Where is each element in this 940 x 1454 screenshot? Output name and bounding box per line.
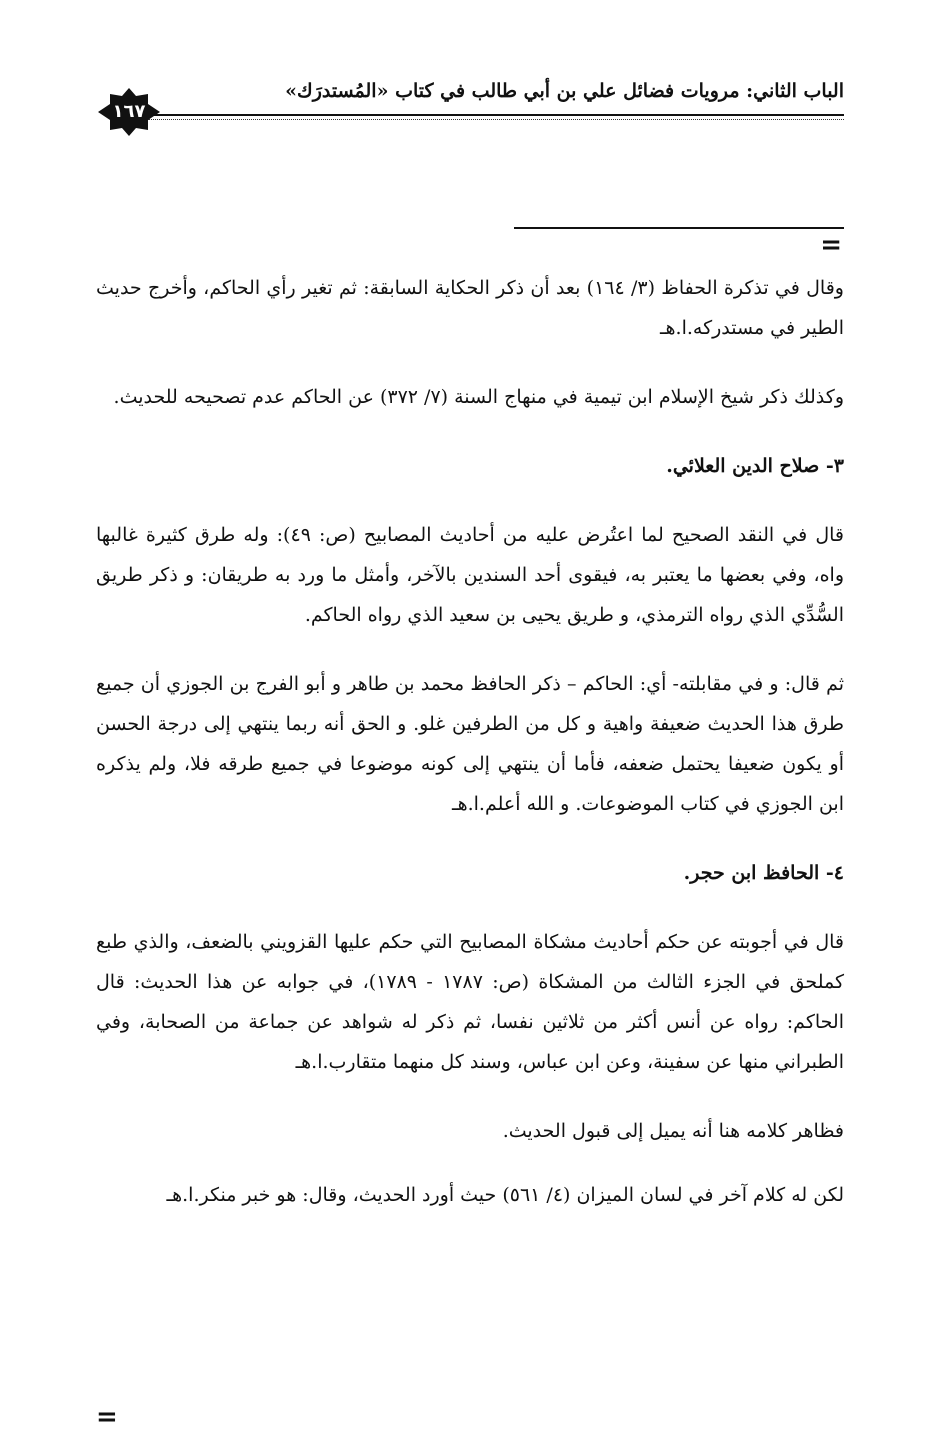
section-heading-ibn-hajar: ٤- الحافظ ابن حجر. xyxy=(683,862,844,884)
paragraph-minhaj: وكذلك ذكر شيخ الإسلام ابن تيمية في منهاج السنة (٧/ ٣٧٢) عن الحاكم عدم تصحيحه للحديث. xyxy=(113,386,844,408)
header-rule xyxy=(148,114,844,116)
paragraph-lisan: لكن له كلام آخر في لسان الميزان (٤/ ٥٦١) حيث أورد الحديث، وقال: هو خبر منكر.ا.هـ xyxy=(166,1184,844,1206)
paragraph-muqabala: ثم قال: و في مقابلته- أي: الحاكم – ذكر الحافظ محمد بن طاهر و أبو الفرج بن الجوزي أن جميع طرق هذا الحديث ضعيفة واهية و كل من الطرفين غلو. و الحق أنه ربما ينتهي إلى درجة الحسن أو يكون ضعيفا يحتمل ضعفه، فأما أن ينتهي إلى كونه موضوعا في جميع طرقه فلا، ولم يذكره ابن الجوزي في كتاب الموضوعات. و الله أعلم.ا.هـ xyxy=(96,673,844,815)
continuation-marker-top: = xyxy=(820,230,842,260)
header-dotted-rule xyxy=(148,119,844,120)
footnote-separator xyxy=(514,227,844,229)
body-text xyxy=(96,268,844,1244)
page-header xyxy=(96,78,844,138)
continuation-marker-bottom: = xyxy=(96,1402,118,1432)
paragraph-ajwiba: قال في أجوبته عن حكم أحاديث مشكاة المصابيح التي حكم عليها القزويني بالضعف، والذي طبع كملحق في الجزء الثالث من المشكاة (ص: ١٧٨٧ - ١٧٨٩)، في جوابه عن هذا الحديث: قال الحاكم: رواه عن أنس أكثر من ثلاثين نفسا، ثم ذكر له شواهد عن جماعة من الصحابة، وفي الطبراني منها عن سفينة، وعن ابن عباس، وسند كل منهما متقارب.ا.هـ xyxy=(96,931,845,1073)
section-heading-alai: ٣- صلاح الدين العلائي. xyxy=(666,455,844,477)
paragraph-zahir: فظاهر كلامه هنا أنه يميل إلى قبول الحديث. xyxy=(502,1120,844,1142)
paragraph-naqd: قال في النقد الصحيح لما اعتُرض عليه من أحاديث المصابيح (ص: ٤٩): وله طرق كثيرة غالبها واه، وفي بعضها ما يعتبر به، فيقوى أحد السندين بالآخر، وأمثل ما ورد به طريقان: و ذكر طريق السُّدِّي الذي رواه الترمذي، و طريق يحيى بن سعيد الذي رواه الحاكم. xyxy=(96,524,845,626)
page-number-badge xyxy=(96,86,162,138)
running-header-title: الباب الثاني: مرويات فضائل علي بن أبي طالب في كتاب «المُستدرَك» xyxy=(285,80,844,102)
paragraph-tadhkira: وقال في تذكرة الحفاظ (٣/ ١٦٤) بعد أن ذكر الحكاية السابقة: ثم تغير رأي الحاكم، وأخرج حديث الطير في مستدركه.ا.هـ xyxy=(96,277,844,339)
page-number: ١٦٧ xyxy=(112,101,146,122)
